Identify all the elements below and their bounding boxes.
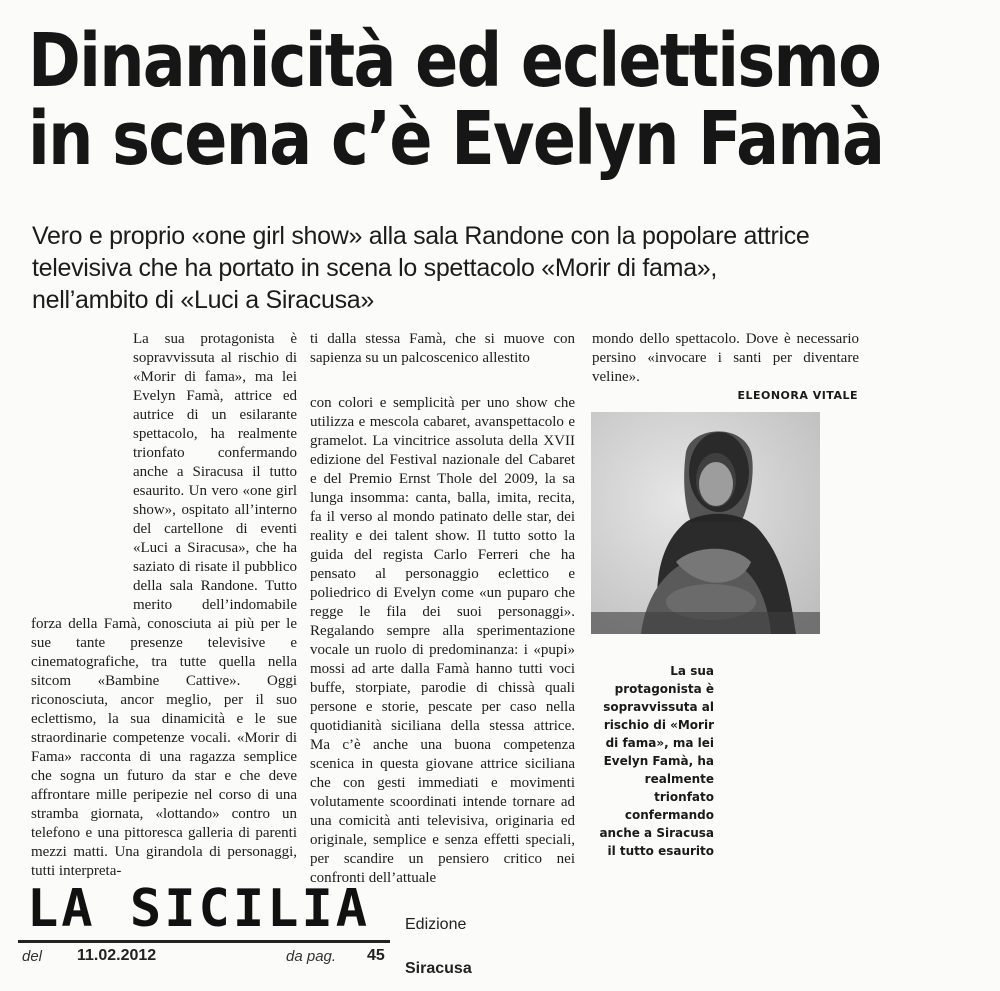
newspaper-footer (0, 870, 1000, 991)
masthead-rule (18, 940, 390, 943)
publication-date: 11.02.2012 (77, 947, 157, 964)
edition-city: Siracusa (405, 960, 472, 977)
column-2-gap (310, 368, 575, 394)
article-column-1 (31, 330, 297, 881)
column-2-paragraph-1: ti dalla stessa Famà, che si muove con sapienza su un palcoscenico allestito (310, 331, 575, 366)
column-3-paragraph: mondo dello spettacolo. Dove è necessario persino «invocare i santi per diventare veline». (592, 331, 859, 385)
column-1-paragraph: La sua protagonista è sopravvissuta al rischio di «Morir di fama», ma lei Evelyn Famà, attrice ed autrice di un esilarante spettacolo, ha realmente trionfato confermando anche a Siracusa il tutto esaurito. Un vero «one girl show», ospitato all’interno del cartellone di eventi «Luci a Siracusa», che ha saziato di risate il pubblico della sala Randone. Tutto merito dell’indomabile forza della Famà, conosciuta ai più per le sue tante presenze televisive e cinematografiche, tra tutte quella nella sitcom «Bambine Cattive». Oggi riconosciuta, ancor meglio, per il suo eclettismo, la sua dinamicità e le sue straordinarie competenze vocali. «Morir di Fama» racconta di una ragazza semplice che sogna un futuro da star e che deve affrontare mille peripezie nel corso di una stramba giornata, «lottando» contro un telefono e una pittoresca galleria di parenti mezzi matti. Una girandola di personaggi, tutti interpreta- (31, 331, 297, 879)
headline (28, 18, 884, 182)
subheadline: Vero e proprio «one girl show» alla sala Randone con la popolare attrice televisiva che ha portato in scena lo spettacolo «Morir di fama», nell’ambito di «Luci a Siracusa» (32, 222, 810, 314)
edition-label: Edizione (405, 916, 467, 933)
headline-line-2: in scena c’è Evelyn Famà (28, 96, 884, 182)
masthead-logo: LA SICILIA (27, 879, 371, 939)
author-byline: ELEONORA VITALE (737, 389, 858, 402)
article-column-2 (310, 330, 575, 888)
column-indent-space (31, 330, 133, 600)
page-label: da pag. (286, 948, 337, 965)
photo-caption: La sua protagonista è sopravvissuta al rischio di «Morir di fama», ma lei Evelyn Famà, ha realmente trionfato confermando anche a Siracusa il tutto esaurito (599, 664, 714, 858)
column-2-paragraph-2: con colori e semplicità per uno show che utilizza e mescola cabaret, avanspettacolo e gramelot. La vincitrice assoluta della XVII edizione del Festival nazionale del Cabaret e del Premio Ernst Thole del 2009, la sa lunga insomma: canta, balla, imita, recita, fa il verso al mondo patinato delle star, dei reality e dei talent show. Il tutto sotto la guida del regista Carlo Ferreri che ha pensato al personaggio eclettico e poliedrico di Evelyn come «un puparo che regge le fila dei suoi personaggi». Regalando sempre alla sperimentazione vocale un ruolo di predominanza: i «pupi» mossi ad arte dalla Famà hanno tutti voci buffe, storpiate, parodie di chissà quali persone e storie, pescate per caso nella quotidianità siciliana della stessa attrice. Ma c’è anche una buona competenza scenica in questa giovane attrice siciliana che con gesti immediati e movimenti volutamente scoordinati intende tornare ad una comicità anti televisiva, originaria ed originale, semplice e senza effetti speciali, per scandire un pensiero critico nei confronti dell’attuale (310, 395, 575, 886)
page-number: 45 (367, 947, 385, 964)
photo-illustration (591, 412, 820, 634)
article-photo (591, 412, 820, 634)
article-column-3 (592, 330, 859, 387)
headline-line-1: Dinamicità ed eclettismo (28, 18, 881, 104)
date-label: del (22, 948, 43, 965)
